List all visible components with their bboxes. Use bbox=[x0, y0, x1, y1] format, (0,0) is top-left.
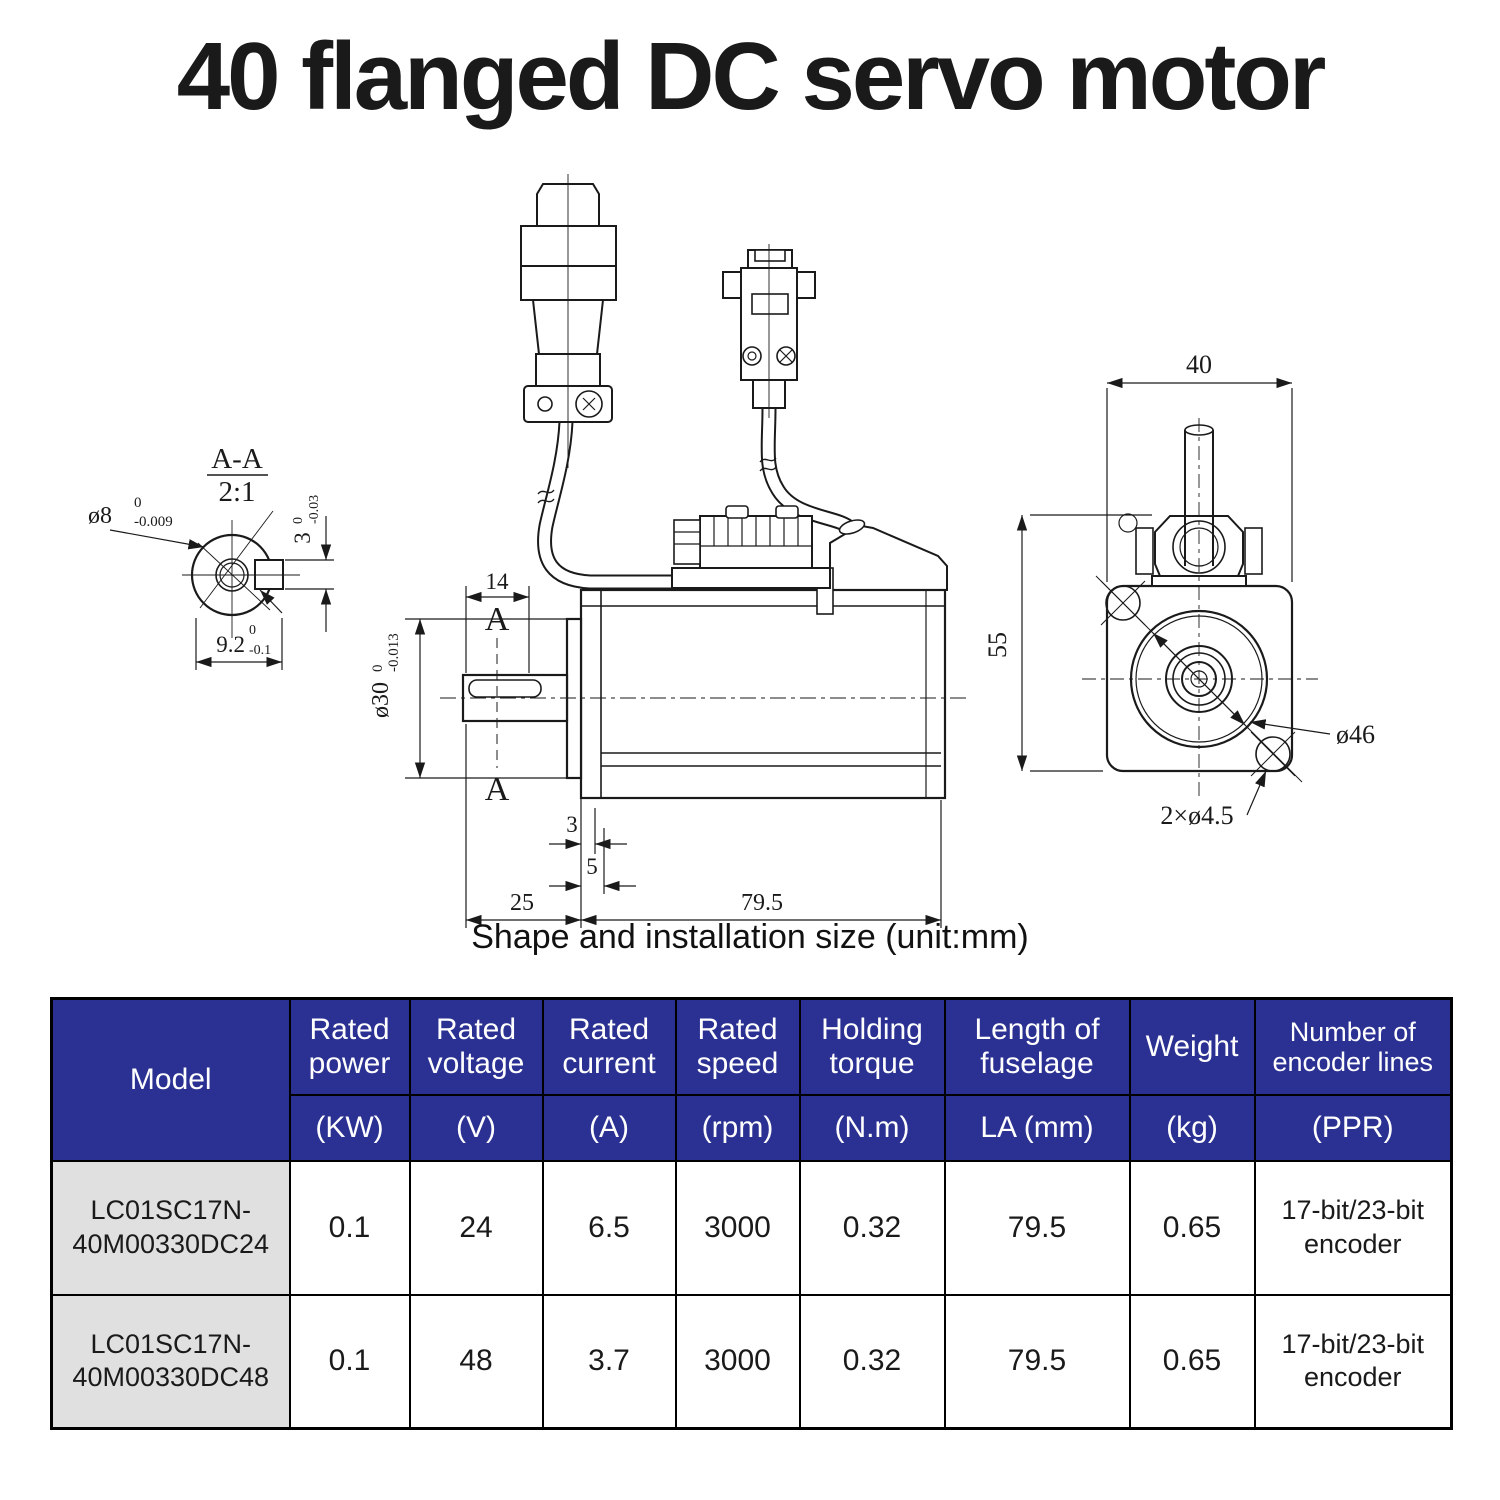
svg-text:14: 14 bbox=[485, 569, 509, 594]
col-header-rated-speed: Rated speed bbox=[676, 999, 800, 1095]
dim-step-length bbox=[549, 828, 636, 894]
rated-current-cell: 6.5 bbox=[543, 1161, 676, 1295]
rated-voltage-cell: 48 bbox=[410, 1295, 543, 1429]
svg-text:5: 5 bbox=[586, 854, 598, 879]
rear-cover bbox=[830, 526, 947, 590]
section-scale: 2:1 bbox=[218, 476, 256, 508]
svg-text:ø8: ø8 bbox=[88, 503, 112, 529]
encoder-block-base bbox=[672, 568, 830, 588]
rated-power-cell: 0.1 bbox=[290, 1161, 410, 1295]
model-cell: LC01SC17N-40M00330DC24 bbox=[52, 1161, 290, 1295]
holding-torque-cell: 0.32 bbox=[800, 1161, 945, 1295]
svg-text:9.2: 9.2 bbox=[216, 632, 245, 657]
dim-key-height bbox=[285, 495, 334, 632]
spec-table bbox=[50, 997, 1453, 1430]
dim-body-length bbox=[581, 800, 941, 928]
svg-text:2×ø4.5: 2×ø4.5 bbox=[1160, 801, 1234, 830]
section-detail bbox=[88, 443, 334, 670]
col-header-encoder-lines: Number of encoder lines bbox=[1255, 999, 1452, 1095]
col-header-rated-current: Rated current bbox=[543, 999, 676, 1095]
table-row bbox=[52, 1161, 1452, 1295]
svg-text:3: 3 bbox=[566, 812, 578, 837]
flange bbox=[1107, 586, 1292, 771]
unit-rated-speed: (rpm) bbox=[676, 1095, 800, 1161]
drawing-svg bbox=[0, 168, 1500, 968]
weight-cell: 0.65 bbox=[1130, 1161, 1255, 1295]
unit-holding-torque: (N.m) bbox=[800, 1095, 945, 1161]
col-header-fuselage-length: Length of fuselage bbox=[945, 999, 1130, 1095]
section-mark-bottom: A bbox=[484, 771, 510, 808]
unit-rated-voltage: (V) bbox=[410, 1095, 543, 1161]
fuselage-length-cell: 79.5 bbox=[945, 1161, 1130, 1295]
svg-text:-0.013: -0.013 bbox=[386, 633, 402, 672]
col-header-model: Model bbox=[52, 999, 290, 1161]
rated-current-cell: 3.7 bbox=[543, 1295, 676, 1429]
dim-key-width bbox=[196, 618, 282, 670]
side-view bbox=[368, 174, 968, 928]
svg-text:55: 55 bbox=[983, 632, 1012, 658]
svg-text:ø30: ø30 bbox=[368, 682, 394, 718]
power-cable bbox=[760, 408, 850, 528]
section-mark-top: A bbox=[484, 601, 510, 638]
dim-mounting-holes bbox=[1160, 771, 1266, 830]
rated-voltage-cell: 24 bbox=[410, 1161, 543, 1295]
holding-torque-cell: 0.32 bbox=[800, 1295, 945, 1429]
col-header-rated-voltage: Rated voltage bbox=[410, 999, 543, 1095]
rated-speed-cell: 3000 bbox=[676, 1161, 800, 1295]
encoder-cable bbox=[538, 422, 676, 582]
drawing-caption: Shape and installation size (unit:mm) bbox=[471, 918, 1029, 956]
svg-text:ø46: ø46 bbox=[1336, 720, 1375, 749]
svg-text:-0.03: -0.03 bbox=[307, 494, 322, 524]
svg-text:-0.1: -0.1 bbox=[249, 643, 272, 658]
fuselage-length-cell: 79.5 bbox=[945, 1295, 1130, 1429]
svg-text:79.5: 79.5 bbox=[741, 890, 783, 916]
section-title: A-A bbox=[211, 443, 263, 475]
encoder-lines-cell: 17-bit/23-bit encoder bbox=[1255, 1295, 1452, 1429]
svg-text:40: 40 bbox=[1186, 350, 1212, 379]
model-cell: LC01SC17N-40M00330DC48 bbox=[52, 1295, 290, 1429]
col-header-weight: Weight bbox=[1130, 999, 1255, 1095]
unit-rated-power: (KW) bbox=[290, 1095, 410, 1161]
svg-text:3: 3 bbox=[290, 532, 315, 544]
weight-cell: 0.65 bbox=[1130, 1295, 1255, 1429]
col-header-rated-power: Rated power bbox=[290, 999, 410, 1095]
front-boss bbox=[567, 619, 581, 778]
unit-encoder-lines: (PPR) bbox=[1255, 1095, 1452, 1161]
svg-text:0: 0 bbox=[134, 495, 142, 511]
encoder-lines-cell: 17-bit/23-bit encoder bbox=[1255, 1161, 1452, 1295]
table-row bbox=[52, 1295, 1452, 1429]
svg-text:0: 0 bbox=[249, 623, 256, 638]
svg-text:0: 0 bbox=[291, 517, 306, 524]
front-view bbox=[983, 350, 1375, 830]
svg-text:-0.009: -0.009 bbox=[134, 514, 173, 530]
page-title: 40 flanged DC servo motor bbox=[176, 23, 1324, 130]
dim-shaft-dia bbox=[88, 495, 204, 547]
technical-drawing bbox=[0, 168, 1500, 968]
rated-speed-cell: 3000 bbox=[676, 1295, 800, 1429]
unit-weight: (kg) bbox=[1130, 1095, 1255, 1161]
svg-text:0: 0 bbox=[370, 664, 386, 672]
svg-text:25: 25 bbox=[510, 890, 534, 916]
db-connector bbox=[723, 244, 815, 418]
unit-rated-current: (A) bbox=[543, 1095, 676, 1161]
cable-gland bbox=[1119, 514, 1262, 586]
col-header-holding-torque: Holding torque bbox=[800, 999, 945, 1095]
rated-power-cell: 0.1 bbox=[290, 1295, 410, 1429]
unit-fuselage-length: LA (mm) bbox=[945, 1095, 1130, 1161]
dim-shaft-length bbox=[466, 724, 581, 928]
